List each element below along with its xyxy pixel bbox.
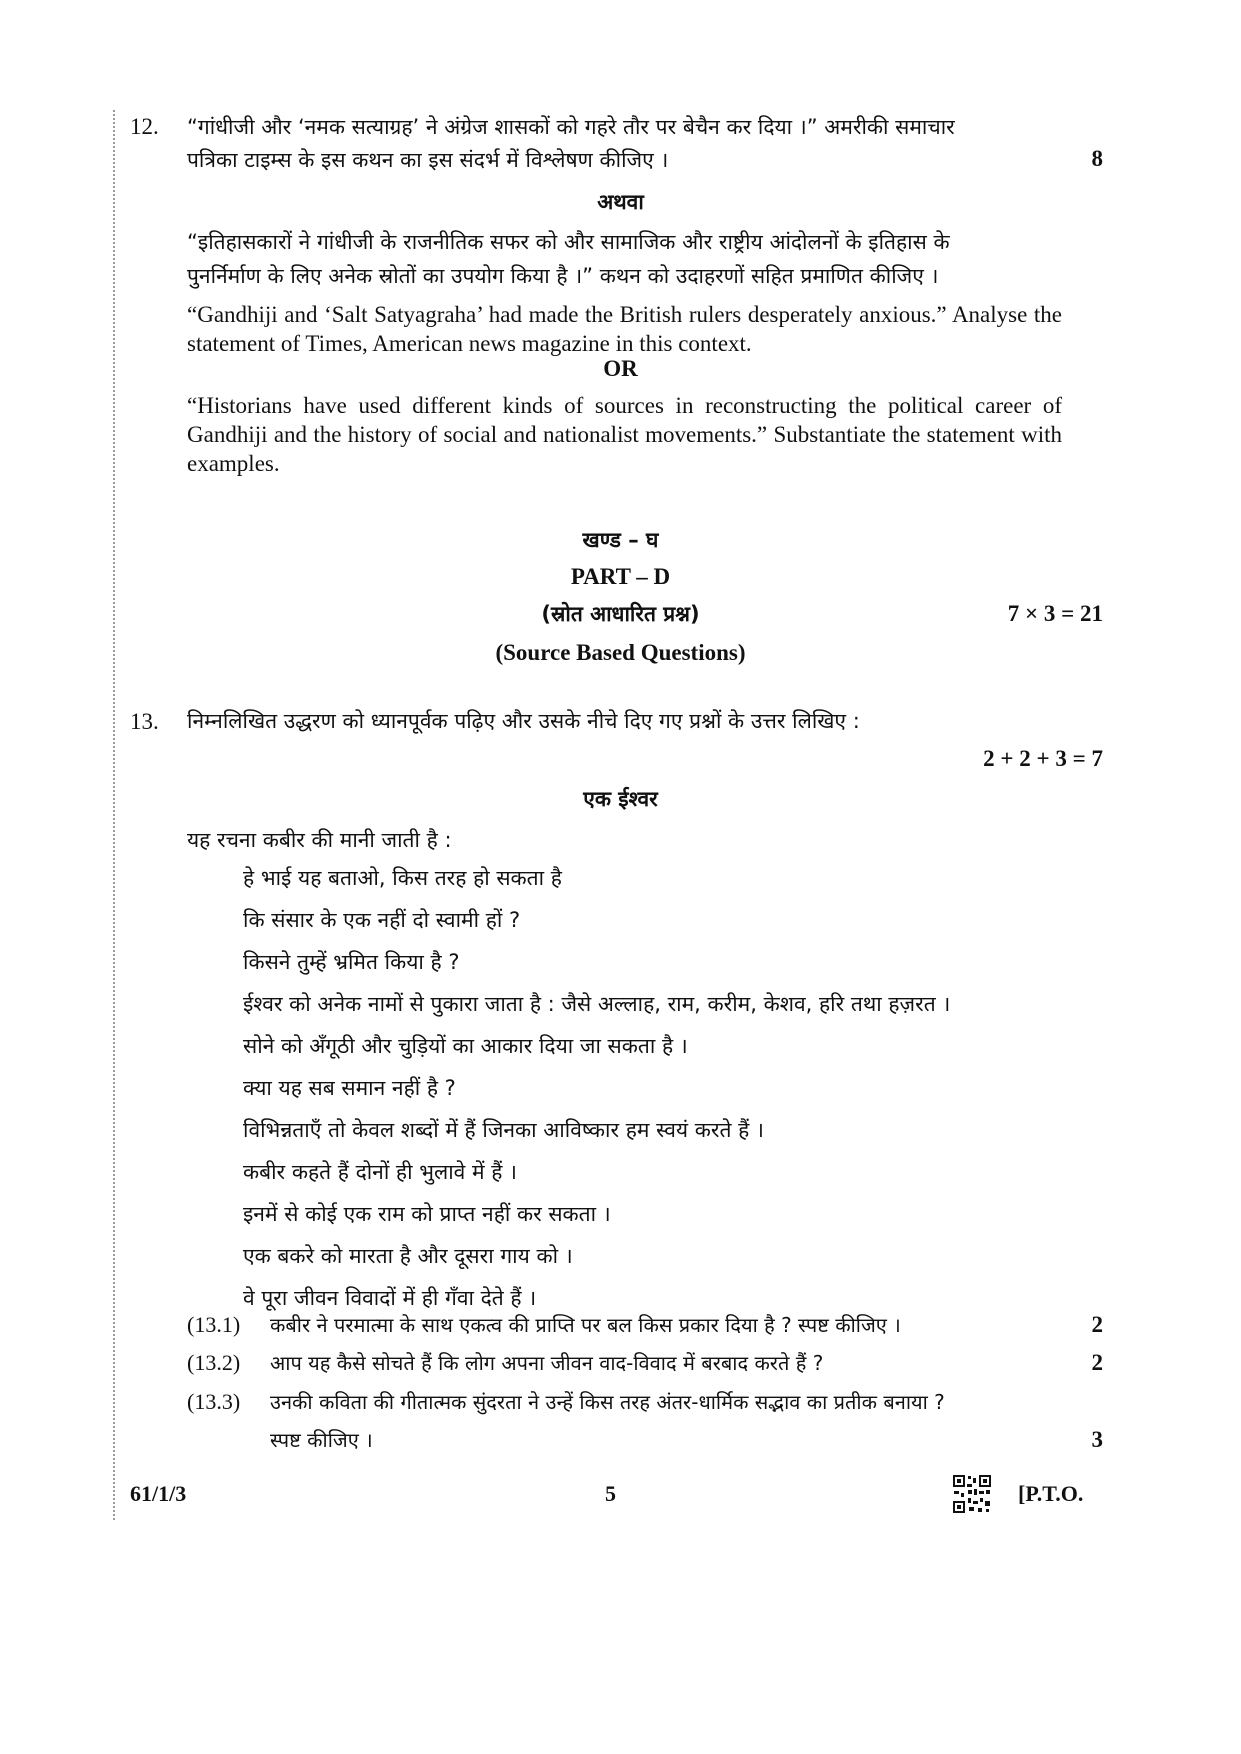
poem-line: किसने तुम्हें भ्रमित किया है ?: [243, 950, 460, 974]
pto-label: [P.T.O.: [1018, 1481, 1084, 1506]
subq-13-1-number: (13.1): [187, 1312, 241, 1337]
poem: [243, 857, 950, 1319]
poem-line: वे पूरा जीवन विवादों में ही गँवा देते हैं ।: [243, 1286, 537, 1310]
subq-13-3-marks: 3: [1091, 1427, 1103, 1452]
q12-hindi-line2: पत्रिका टाइम्स के इस कथन का इस संदर्भ में विश्लेषण कीजिए ।: [187, 148, 669, 172]
q12-alt-english: “Historians have used different kinds of sources in reconstructing the political career of Gandhiji and the history of social and nationalist movements.” Substantiate the statement with examples.: [187, 393, 1062, 476]
part-d-english-subtitle: (Source Based Questions): [495, 640, 746, 665]
poem-line: क्या यह सब समान नहीं है ?: [243, 1076, 456, 1100]
subq-13-3-number: (13.3): [187, 1389, 241, 1414]
poem-line: ईश्वर को अनेक नामों से पुकारा जाता है : जैसे अल्लाह, राम, करीम, केशव, हरि तथा हज़रत ।: [243, 992, 951, 1016]
q13-marks: 2 + 2 + 3 = 7: [983, 746, 1103, 771]
part-d-hindi-title: खण्ड – घ: [582, 528, 659, 552]
q12-hindi-line1: “गांधीजी और ‘नमक सत्याग्रह’ ने अंग्रेज शासकों को गहरे तौर पर बेचैन कर दिया ।” अमरीकी समाचार: [187, 115, 955, 139]
paper-code: 61/1/3: [130, 1481, 187, 1506]
margin-dotted-line: [113, 110, 115, 1520]
poem-line: सोने को अँगूठी और चुड़ियों का आकार दिया जा सकता है ।: [243, 1034, 688, 1058]
poem-line: इनमें से कोई एक राम को प्राप्त नहीं कर सकता ।: [243, 1202, 611, 1226]
q12-marks: 8: [1091, 146, 1103, 171]
poem-line: हे भाई यह बताओ, किस तरह हो सकता है: [243, 866, 562, 890]
page-number: 5: [605, 1481, 616, 1506]
poem-line: कि संसार के एक नहीं दो स्वामी हों ?: [243, 908, 521, 932]
passage-intro: यह रचना कबीर की मानी जाती है :: [187, 828, 452, 852]
part-d-marks: 7 × 3 = 21: [1007, 601, 1103, 626]
subq-13-1-text: कबीर ने परमात्मा के साथ एकत्व की प्राप्ति पर बल किस प्रकार दिया है ? स्पष्ट कीजिए ।: [270, 1313, 901, 1337]
subq-13-3-text-cont: स्पष्ट कीजिए ।: [270, 1428, 373, 1452]
qr-code-icon: [952, 1474, 992, 1514]
poem-line: कबीर कहते हैं दोनों ही भुलावे में हैं ।: [243, 1160, 518, 1184]
subq-13-1-marks: 2: [1091, 1312, 1103, 1337]
q12-alt-hindi-line1: “इतिहासकारों ने गांधीजी के राजनीतिक सफर को और सामाजिक और राष्ट्रीय आंदोलनों के इतिहास के: [187, 230, 950, 254]
q12-alt-hindi-line2: पुनर्निर्माण के लिए अनेक स्रोतों का उपयोग किया है ।” कथन को उदाहरणों सहित प्रमाणित कीजिए ।: [187, 264, 939, 288]
q12-or-english: OR: [603, 356, 638, 381]
subq-13-2-marks: 2: [1091, 1350, 1103, 1375]
part-d-hindi-subtitle: (स्रोत आधारित प्रश्न): [541, 602, 700, 626]
subq-13-2-text: आप यह कैसे सोचते हैं कि लोग अपना जीवन वाद-विवाद में बरबाद करते हैं ?: [270, 1351, 824, 1375]
q12-english: “Gandhiji and ‘Salt Satyagraha’ had made the British rulers desperately anxious.” Analyse the statement of Times, American news magazine in this context.: [187, 302, 1062, 356]
part-d-english-title: PART – D: [570, 564, 671, 589]
q12-or-hindi: अथवा: [597, 190, 644, 214]
q13-number: 13.: [130, 709, 159, 734]
poem-line: एक बकरे को मारता है और दूसरा गाय को ।: [243, 1244, 573, 1268]
subq-13-3-text: उनकी कविता की गीतात्मक सुंदरता ने उन्हें किस तरह अंतर-धार्मिक सद्भाव का प्रतीक बनाया ?: [270, 1390, 945, 1414]
q13-instruction: निम्नलिखित उद्धरण को ध्यानपूर्वक पढ़िए और उसके नीचे दिए गए प्रश्नों के उत्तर लिखिए :: [187, 709, 860, 733]
poem-line: विभिन्नताएँ तो केवल शब्दों में हैं जिनका आविष्कार हम स्वयं करते हैं ।: [243, 1118, 764, 1142]
subq-13-2-number: (13.2): [187, 1350, 241, 1375]
passage-title: एक ईश्वर: [583, 787, 658, 811]
q12-number: 12.: [130, 114, 159, 139]
